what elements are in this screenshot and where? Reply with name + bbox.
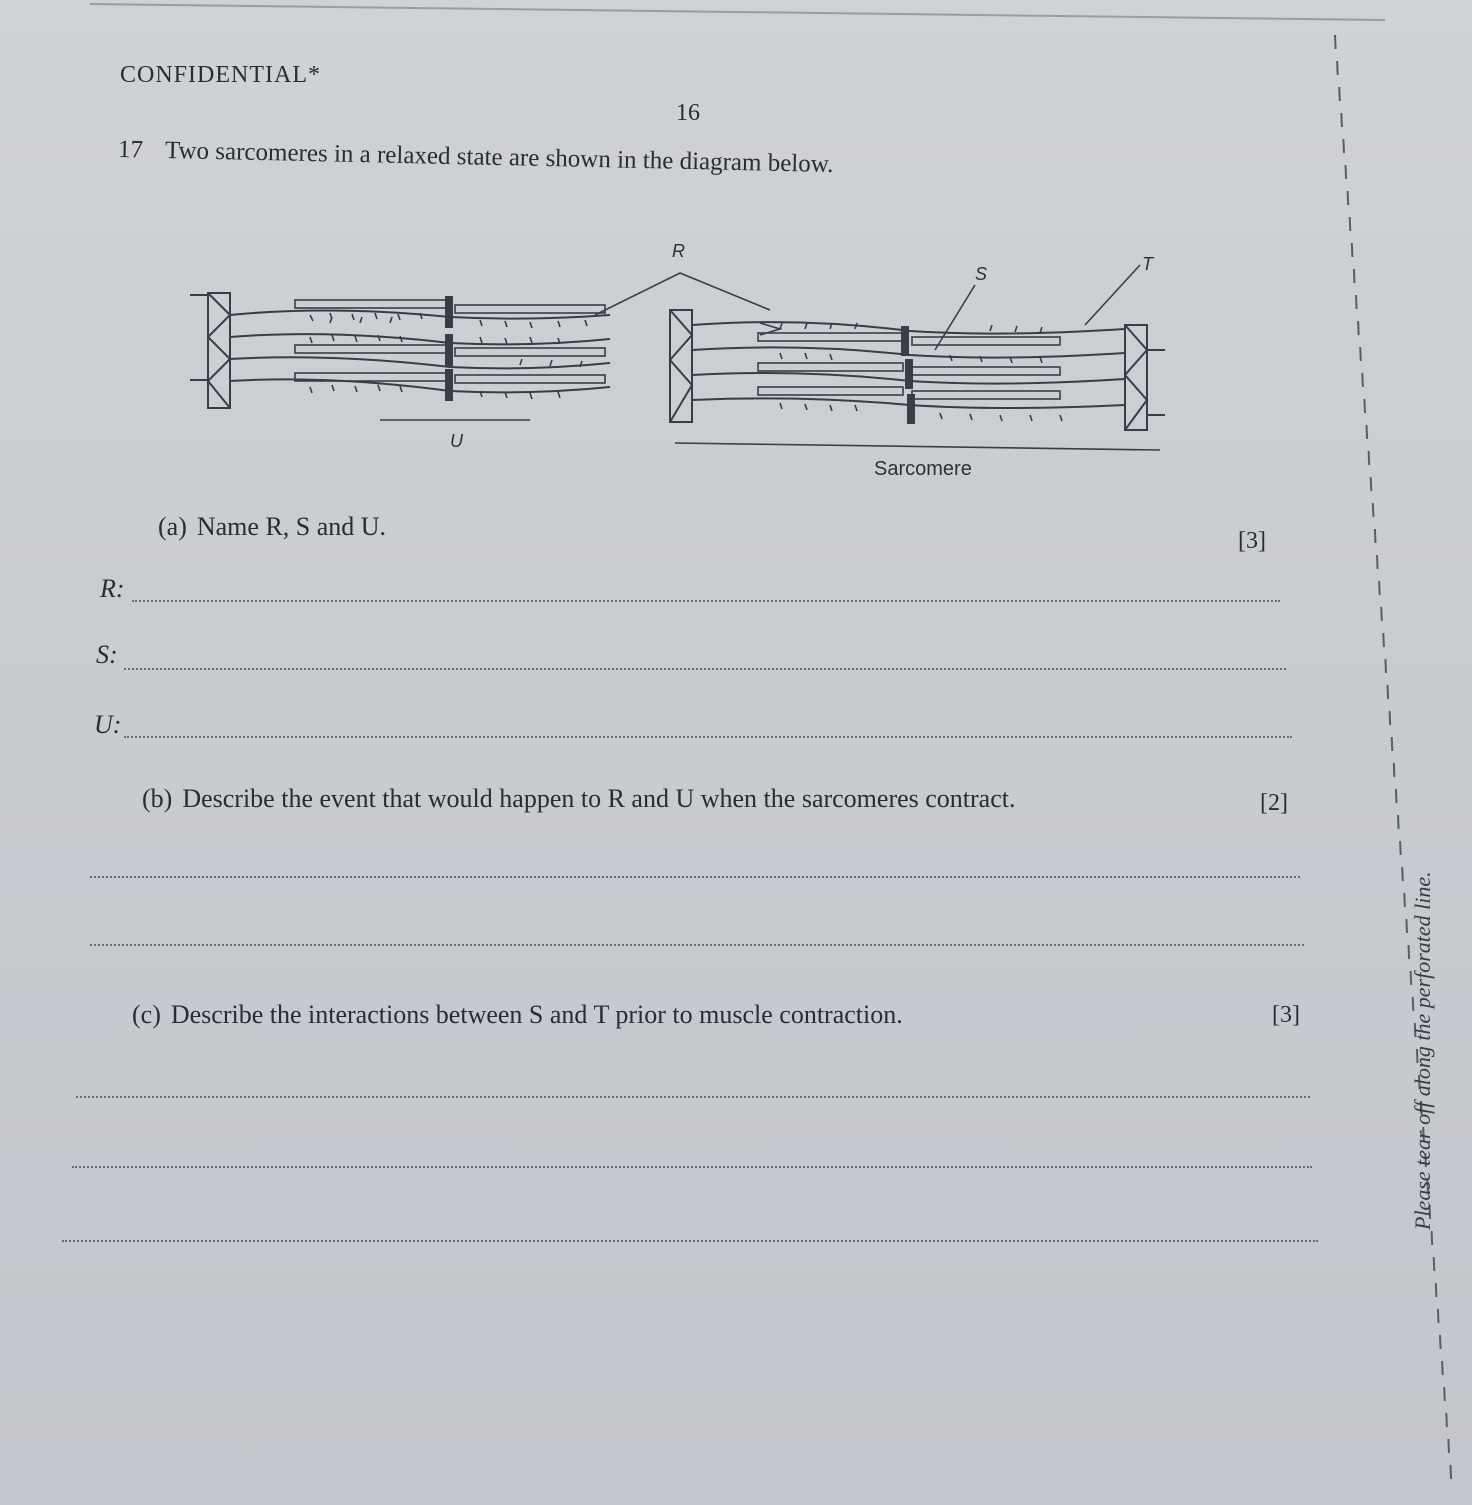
answer-line-u[interactable] xyxy=(124,736,1292,738)
confidential-header: CONFIDENTIAL* xyxy=(120,62,321,88)
perforation-dash xyxy=(1362,373,1363,387)
z-disc-middle xyxy=(670,310,692,422)
answer-line-c3[interactable] xyxy=(62,1240,1318,1242)
answer-label-r: R: xyxy=(100,574,125,603)
question-text: Two sarcomeres in a relaxed state are shown in the diagram below. xyxy=(164,136,834,178)
question-number: 17 xyxy=(117,136,144,164)
thin-filaments-left xyxy=(230,310,610,392)
perforation-dash xyxy=(1356,295,1357,309)
perforation-dash xyxy=(1398,815,1399,829)
perforation-dash xyxy=(1390,711,1391,725)
part-a-letter: (a) xyxy=(158,512,187,541)
answer-line-b1[interactable] xyxy=(90,876,1300,878)
part-a-prompt xyxy=(158,512,386,542)
answer-line-b2[interactable] xyxy=(90,944,1304,946)
part-c-marks: [3] xyxy=(1272,1002,1300,1028)
perforation-dash xyxy=(1381,607,1382,621)
perforation-dash xyxy=(1442,1361,1443,1375)
perforation-dash xyxy=(1379,581,1380,595)
perforation-dash xyxy=(1354,269,1355,283)
perforated-line xyxy=(1300,20,1470,1505)
answer-line-c1[interactable] xyxy=(76,1096,1310,1098)
perforation-dash xyxy=(1375,529,1376,543)
perforation-dash xyxy=(1404,893,1405,907)
perforation-dash xyxy=(1360,347,1361,361)
label-r: R xyxy=(672,241,685,261)
perforation-dash xyxy=(1400,841,1401,855)
sarcomere-diagram xyxy=(180,225,1180,485)
label-u: U xyxy=(450,431,463,451)
part-a-text: Name R, S and U. xyxy=(196,512,387,541)
perforation-dash xyxy=(1339,87,1340,101)
perforation-dash xyxy=(1409,945,1410,959)
part-c-letter: (c) xyxy=(132,1000,161,1029)
perforation-dash xyxy=(1396,789,1397,803)
perforation-dash xyxy=(1352,243,1353,257)
m-line-left xyxy=(446,297,452,400)
answer-line-s[interactable] xyxy=(124,668,1286,670)
perforation-dash xyxy=(1383,633,1384,647)
label-s: S xyxy=(975,264,988,284)
perforation-dash xyxy=(1388,685,1389,699)
perforation-dash xyxy=(1385,659,1386,673)
z-disc-left xyxy=(190,293,230,408)
perforation-dash xyxy=(1343,139,1344,153)
perforation-dash xyxy=(1350,217,1351,231)
part-b-letter: (b) xyxy=(142,784,173,813)
perforation-dash xyxy=(1348,191,1349,205)
perforation-dash xyxy=(1446,1413,1447,1427)
perforation-dash xyxy=(1364,399,1365,413)
perforation-dash xyxy=(1335,35,1336,49)
perforation-dash xyxy=(1377,555,1378,569)
perforation-dash xyxy=(1444,1387,1445,1401)
part-b-text: Describe the event that would happen to R and U when the sarcomeres contract. xyxy=(182,784,1016,813)
perforation-dash xyxy=(1367,425,1368,439)
page-top-edge xyxy=(0,0,1472,30)
perforation-dash xyxy=(1432,1231,1433,1245)
answer-label-s: S: xyxy=(96,640,118,669)
label-sarcomere: Sarcomere xyxy=(874,458,972,480)
answer-label-u: U: xyxy=(94,710,122,739)
answer-line-c2[interactable] xyxy=(72,1166,1312,1168)
perforation-dash xyxy=(1434,1257,1435,1271)
part-b-prompt xyxy=(142,784,1015,814)
perforation-dash xyxy=(1394,763,1395,777)
perforation-dash xyxy=(1369,451,1370,465)
question-stem xyxy=(118,136,834,179)
part-c-prompt xyxy=(132,1000,903,1030)
perforation-dash xyxy=(1440,1335,1441,1349)
perforation-dash xyxy=(1448,1439,1449,1453)
perforation-dash xyxy=(1406,919,1407,933)
perforation-dash xyxy=(1373,503,1374,517)
perforation-dash xyxy=(1451,1465,1452,1479)
perforation-dash xyxy=(1392,737,1393,751)
part-a-marks: [3] xyxy=(1238,528,1266,554)
label-t: T xyxy=(1142,254,1153,274)
part-b-marks: [2] xyxy=(1260,790,1288,816)
part-c-text: Describe the interactions between S and T prior to muscle contraction. xyxy=(170,1000,903,1029)
perforation-note: Please tear off along the perforated line. xyxy=(1410,871,1435,1230)
perforation-dash xyxy=(1346,165,1347,179)
perforation-dash xyxy=(1358,321,1359,335)
z-disc-right xyxy=(1125,325,1165,430)
perforation-dash xyxy=(1402,867,1403,881)
perforation-dash xyxy=(1341,113,1342,127)
answer-line-r[interactable] xyxy=(132,600,1280,602)
perforation-dash xyxy=(1337,61,1338,75)
perforation-dash xyxy=(1438,1309,1439,1323)
perforation-dash xyxy=(1371,477,1372,491)
page-number: 16 xyxy=(676,100,700,126)
perforation-dash xyxy=(1436,1283,1437,1297)
